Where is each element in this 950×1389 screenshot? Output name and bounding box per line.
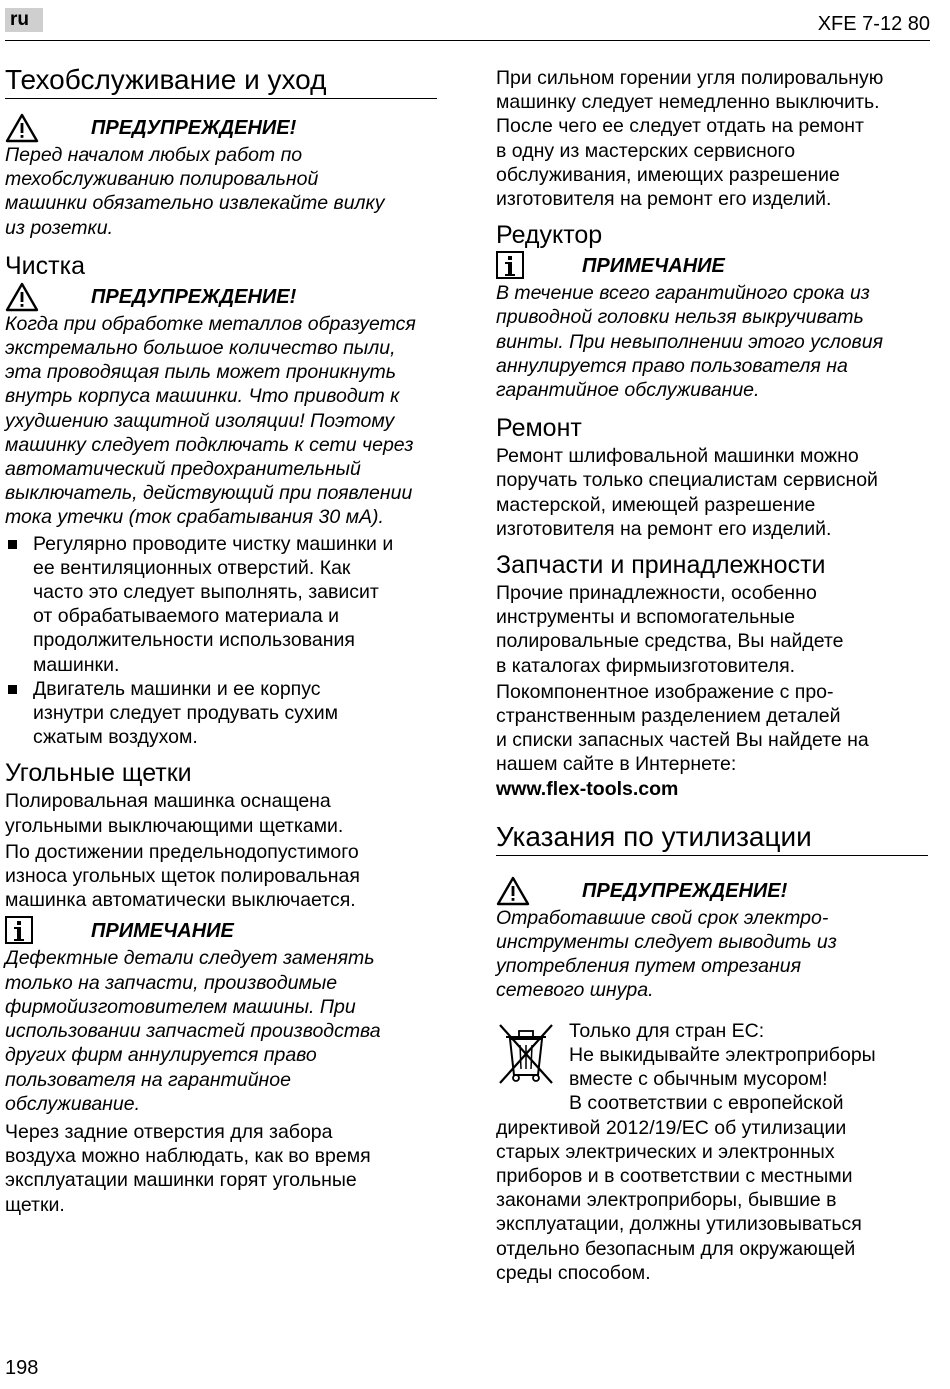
heading-cleaning: Чистка (5, 251, 85, 280)
paragraph-line: эксплуатации, должны утилизовываться (496, 1213, 862, 1236)
warning-text-line: инструменты следует выводить из (496, 931, 837, 954)
paragraph-line: Полировальная машинка оснащена (5, 790, 331, 813)
note-label: ПРИМЕЧАНИЕ (91, 920, 234, 943)
note-text-line: фирмойизготовителем машины. При (5, 995, 356, 1018)
paragraph-line: законами электроприборы, бывшие в (496, 1189, 837, 1212)
heading-gearbox: Редуктор (496, 221, 603, 250)
paragraph-line: старых электрических и электронных (496, 1140, 835, 1163)
paragraph-line: щетки. (5, 1193, 65, 1216)
info-icon (496, 251, 524, 279)
paragraph-line: Через задние отверстия для забора (5, 1120, 333, 1143)
note-text-line: В течение всего гарантийного срока из (496, 282, 870, 305)
warning-text-line: эта проводящая пыль может проникнуть (5, 361, 396, 384)
weee-notice (496, 1019, 928, 1285)
heading-carbon-brushes: Угольные щетки (5, 759, 192, 788)
paragraph-line: эксплуатации машинки горят угольные (5, 1169, 357, 1192)
note-text-line: аннулируется право пользователя на (496, 354, 848, 377)
paragraph-line: странственным разделением деталей (496, 705, 841, 728)
note-gearbox (496, 251, 928, 402)
note-text-line: использовании запчастей производства (5, 1020, 381, 1043)
note-spare-parts (5, 916, 437, 1115)
website-link[interactable]: www.flex-tools.com (496, 777, 679, 800)
paragraph-line: в одну из мастерских сервисного (496, 139, 796, 162)
warning-text-line: машинки обязательно извлекайте вилку (5, 192, 385, 215)
left-column (5, 62, 437, 1217)
warning-triangle-icon (5, 282, 39, 312)
warning-text-line: автоматический предохранительный (5, 458, 361, 481)
warning-unplug (5, 113, 437, 240)
paragraph-line: вместе с обычным мусором! (569, 1068, 828, 1091)
paragraph-line: приборов и в соответствии с местными (496, 1164, 853, 1187)
paragraph-line: воздуха можно наблюдать, как во время (5, 1145, 371, 1168)
paragraph-line: отдельно безопасным для окружающей (496, 1237, 856, 1260)
warning-text-line: машинку следует подключать к сети через (5, 433, 414, 456)
note-text-line: пользователя на гарантийное (5, 1068, 291, 1091)
warning-dust (5, 282, 437, 530)
warning-text-line: выключатель, действующий при появлении (5, 482, 413, 505)
paragraph-line: После чего ее следует отдать на ремонт (496, 115, 864, 138)
cleaning-bullet-list (5, 532, 437, 750)
paragraph-line: изготовителя на ремонт его изделий. (496, 188, 832, 211)
section-title-disposal: Указания по утилизации (496, 819, 928, 856)
warning-text-line: Когда при обработке металлов образуется (5, 312, 416, 335)
paragraph-line: При сильном горении угля полировальную (496, 67, 884, 89)
paragraph-line: и списки запасных частей Вы найдете на (496, 729, 869, 752)
note-text-line: других фирм аннулируется право (5, 1044, 317, 1067)
paragraph-line: машинку следует немедленно выключить. (496, 91, 880, 114)
warning-disposal (496, 876, 928, 1003)
warning-triangle-icon (5, 113, 39, 143)
paragraph-line: полировальные средства, Вы найдете (496, 630, 844, 653)
bullet-square-icon (8, 685, 17, 694)
paragraph-line: среды способом. (496, 1261, 651, 1284)
language-tag: ru (5, 8, 43, 32)
note-text-line: гарантийное обслуживание. (496, 379, 760, 402)
paragraph-line: обслуживания, имеющих разрешение (496, 163, 840, 186)
section-title-maintenance: Техобслуживание и уход (5, 62, 437, 99)
paragraph-line: изготовителя на ремонт его изделий. (496, 517, 832, 540)
paragraph-line: Только для стран ЕС: (569, 1019, 765, 1042)
heading-parts-accessories: Запчасти и принадлежности (496, 551, 826, 580)
model-number: XFE 7-12 80 (817, 13, 930, 35)
list-item: Двигатель машинки и ее корпус изнутри следует продувать сухим сжатым воздухом. (5, 677, 437, 750)
warning-text-line: ухудшению защитной изоляции! Поэтому (5, 409, 395, 432)
warning-text-line: из розетки. (5, 216, 113, 239)
paragraph-line: Ремонт шлифовальной машинки можно (496, 445, 859, 468)
paragraph-line: нашем сайте в Интернете: (496, 753, 737, 776)
paragraph-line: износа угольных щеток полировальная (5, 865, 360, 888)
paragraph-line: угольными выключающими щетками. (5, 814, 344, 837)
warning-text-line: экстремально большое количество пыли, (5, 337, 396, 360)
page-number: 198 (5, 1357, 39, 1379)
note-text-line: обслуживание. (5, 1092, 141, 1115)
page-header (5, 6, 930, 41)
warning-text-line: употребления путем отрезания (496, 955, 801, 978)
paragraph-line: По достижении предельнодопустимого (5, 840, 359, 863)
warning-label: ПРЕДУПРЕЖДЕНИЕ! (91, 117, 297, 139)
warning-text-line: внутрь корпуса машинки. Что приводит к (5, 385, 400, 408)
paragraph-line: Не выкидывайте электроприборы (569, 1043, 876, 1066)
warning-text-line: Перед началом любых работ по (5, 144, 303, 166)
note-text-line: приводной головки нельзя выкручивать (496, 306, 864, 329)
note-text-line: только на запчасти, производимые (5, 971, 338, 994)
paragraph-line: мастерской, имеющей разрешение (496, 493, 816, 516)
warning-text-line: сетевого шнура. (496, 979, 654, 1002)
note-text-line: винты. При невыполнении этого условия (496, 330, 883, 353)
warning-label: ПРЕДУПРЕЖДЕНИЕ! (91, 285, 297, 308)
bullet-square-icon (8, 540, 17, 549)
warning-text-line: техобслуживанию полировальной (5, 168, 319, 191)
paragraph-line: поручать только специалистам сервисной (496, 469, 878, 492)
warning-text-line: Отработавшие свой срок электро- (496, 906, 829, 929)
list-item: Регулярно проводите чистку машинки и ее вентиляционных отверстий. Как часто это следует выполнять, зависит от обрабатываемого материала и продолжительности использования машинки. (5, 532, 437, 677)
paragraph-line: инструменты и вспомогательные (496, 606, 795, 629)
info-icon (5, 916, 33, 944)
warning-label: ПРЕДУПРЕЖДЕНИЕ! (582, 879, 788, 902)
warning-triangle-icon (496, 876, 530, 906)
paragraph-line: Прочие принадлежности, особенно (496, 582, 817, 605)
paragraph-line: Покомпонентное изображение с про- (496, 680, 834, 703)
paragraph-line: директивой 2012/19/ЕС об утилизации (496, 1116, 847, 1139)
crossed-out-bin-icon (496, 1021, 556, 1085)
paragraph-line: В соответствии с европейской (569, 1092, 844, 1115)
note-label: ПРИМЕЧАНИЕ (582, 255, 725, 278)
paragraph-line: машинка автоматически выключается. (5, 889, 356, 912)
heading-repair: Ремонт (496, 414, 582, 443)
paragraph-line: в каталогах фирмыизготовителя. (496, 654, 796, 677)
note-text-line: Дефектные детали следует заменять (5, 947, 375, 970)
warning-text-line: тока утечки (ток срабатывания 30 мА). (5, 506, 384, 529)
right-column (496, 66, 928, 1285)
